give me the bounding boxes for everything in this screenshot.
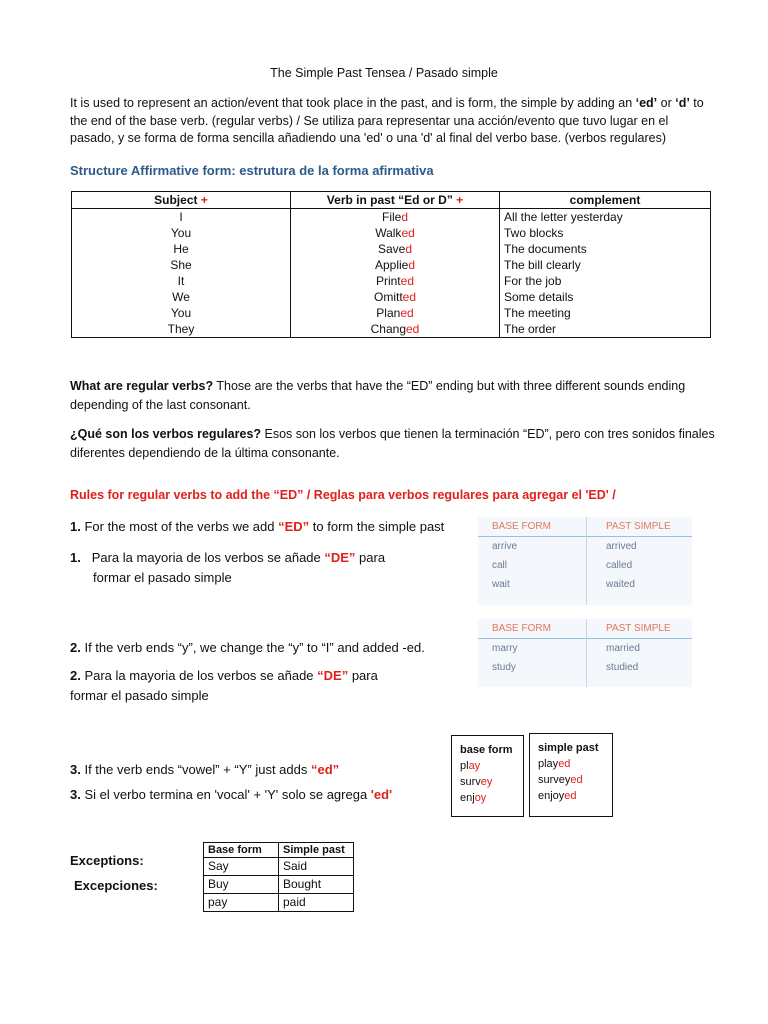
header-complement: complement <box>500 192 711 209</box>
simple-past-heading: simple past <box>538 742 599 754</box>
verb-cell <box>291 225 500 241</box>
rule1-es: 1. Para la mayoria de los verbos se añade “DE” para <box>70 550 386 565</box>
table-row <box>72 241 711 257</box>
complement-cell: Some details <box>500 289 711 305</box>
base-form-cell: study <box>492 662 516 673</box>
regular-verbs-question-en: What are regular verbs? Those are the verbs that have the “ED” ending but with three different sounds ending depending of the last consonant. <box>70 379 686 412</box>
intro-text-2: or <box>657 96 676 110</box>
table-row <box>72 305 711 321</box>
box-item <box>460 758 515 774</box>
box-item <box>460 790 515 806</box>
verb-ending: d <box>401 210 409 224</box>
complement-cell: Two blocks <box>500 225 711 241</box>
complement-cell: The bill clearly <box>500 257 711 273</box>
item-stem: pl <box>460 760 469 772</box>
table-row <box>72 273 711 289</box>
complement-cell: The order <box>500 321 711 338</box>
item-ending: ay <box>468 760 481 772</box>
verb-ending: ed <box>406 322 420 336</box>
verb-row <box>478 639 692 658</box>
verb-table-1 <box>478 517 692 605</box>
exc-base-cell: Buy <box>204 876 279 894</box>
verb-cell <box>291 289 500 305</box>
intro-d: ‘d’ <box>675 96 690 110</box>
divider <box>586 517 587 605</box>
verb-stem: Applie <box>374 258 409 272</box>
header-subject: Subject + <box>72 192 291 209</box>
base-form-cell: call <box>492 560 508 571</box>
simple-past-box <box>529 733 613 817</box>
past-simple-cell: waited <box>606 579 635 590</box>
verb-row <box>478 537 692 556</box>
item-ending: ey <box>480 776 493 788</box>
divider <box>586 619 587 687</box>
base-form-box <box>451 735 524 817</box>
verb-row <box>478 556 692 575</box>
verb-cell <box>291 273 500 289</box>
regular-verbs-question-es: ¿Qué son los verbos regulares? Esos son los verbos que tienen la terminación “ED”, pero con tres sonidos finales diferentes dependiendo de la última consonante. <box>70 427 715 460</box>
vt2-header-base: BASE FORM <box>492 623 551 634</box>
box-item <box>460 774 515 790</box>
verb-cell <box>291 321 500 338</box>
box-item <box>538 788 604 804</box>
verb-cell <box>291 257 500 273</box>
exceptions-label-en: Exceptions: <box>70 853 144 868</box>
verb-stem: Plan <box>376 306 401 320</box>
item-stem: play <box>538 758 559 770</box>
past-simple-cell: called <box>606 560 633 571</box>
verb-stem: Chang <box>370 322 406 336</box>
table-row <box>204 858 354 876</box>
box-item <box>538 756 604 772</box>
table-row <box>204 894 354 912</box>
rule2-es-line2: formar el pasado simple <box>70 688 209 703</box>
item-ending: ed <box>558 758 571 770</box>
item-stem: enjoy <box>538 790 565 802</box>
table-row <box>72 321 711 338</box>
complement-cell: The documents <box>500 241 711 257</box>
intro-ed: ‘ed’ <box>635 96 658 110</box>
exc-past-cell: paid <box>279 894 354 912</box>
verb-ending: d <box>408 258 416 272</box>
exceptions-table <box>203 842 354 912</box>
verb-ending: ed <box>400 274 415 288</box>
verb-stem: Print <box>375 274 401 288</box>
exc-past-cell: Bought <box>279 876 354 894</box>
item-ending: oy <box>474 792 487 804</box>
table-row <box>204 876 354 894</box>
verb-ending: ed <box>400 306 414 320</box>
verb-row <box>478 575 692 594</box>
vt2-header-past: PAST SIMPLE <box>606 623 671 634</box>
page-title: The Simple Past Tensea / Pasado simple <box>270 66 498 80</box>
verb-stem: File <box>381 210 402 224</box>
rule2-es: 2. Para la mayoria de los verbos se añade “DE” para <box>70 668 378 683</box>
exceptions-label-es: Excepciones: <box>74 878 158 893</box>
affirmative-table <box>71 191 711 338</box>
exc-base-cell: pay <box>204 894 279 912</box>
subject-cell: I <box>72 209 291 226</box>
verb-stem: Omitt <box>373 290 403 304</box>
intro-paragraph <box>70 95 710 148</box>
rule3-en: 3. If the verb ends “vowel” + “Y” just adds “ed” <box>70 762 340 777</box>
past-simple-cell: studied <box>606 662 639 673</box>
item-stem: survey <box>538 774 571 786</box>
vt1-header-base: BASE FORM <box>492 521 551 532</box>
subject-cell: You <box>72 225 291 241</box>
base-form-cell: wait <box>492 579 510 590</box>
intro-text-1: It is used to represent an action/event that took place in the past, and is form, the simple by adding an <box>70 96 636 110</box>
base-form-cell: arrive <box>492 541 518 552</box>
intro-text-3: to the end of the base verb. (regular verbs) / Se utiliza para representar una acción/evento que tuvo lugar en el pasado, y se forma de forma sencilla añadiendo una 'ed' o una 'd' al final del verbo base. (verbos regulares) <box>70 96 704 145</box>
verb-stem: Walk <box>375 226 402 240</box>
subject-cell: It <box>72 273 291 289</box>
table-row <box>72 225 711 241</box>
rule1-es-line2: formar el pasado simple <box>93 570 232 585</box>
subject-cell: You <box>72 305 291 321</box>
box-item <box>538 772 604 788</box>
table-row <box>72 209 711 226</box>
complement-cell: For the job <box>500 273 711 289</box>
verb-cell <box>291 241 500 257</box>
subject-cell: We <box>72 289 291 305</box>
exc-base-cell: Say <box>204 858 279 876</box>
past-simple-cell: arrived <box>606 541 637 552</box>
subject-cell: She <box>72 257 291 273</box>
subject-cell: They <box>72 321 291 338</box>
vt1-header-past: PAST SIMPLE <box>606 521 671 532</box>
table-row <box>72 257 711 273</box>
item-stem: surv <box>460 776 481 788</box>
item-stem: enj <box>460 792 475 804</box>
verb-ending: ed <box>401 226 415 240</box>
item-ending: ed <box>564 790 577 802</box>
base-form-cell: marry <box>492 643 518 654</box>
rule1-en: 1. For the most of the verbs we add “ED” to form the simple past <box>70 519 445 534</box>
structure-heading: Structure Affirmative form: estrutura de la forma afirmativa <box>70 163 434 178</box>
complement-cell: The meeting <box>500 305 711 321</box>
base-form-heading: base form <box>460 744 513 756</box>
header-verb: Verb in past “Ed or D” + <box>291 192 500 209</box>
exc-past-cell: Said <box>279 858 354 876</box>
verb-stem: Save <box>377 242 406 256</box>
item-ending: ed <box>570 774 583 786</box>
complement-cell: All the letter yesterday <box>500 209 711 226</box>
verb-table-2 <box>478 619 692 687</box>
subject-cell: He <box>72 241 291 257</box>
verb-cell <box>291 209 500 226</box>
verb-row <box>478 658 692 677</box>
rule3-es: 3. Si el verbo termina en 'vocal' + 'Y' solo se agrega 'ed' <box>70 787 393 802</box>
verb-cell <box>291 305 500 321</box>
exc-header-past: Simple past <box>279 843 354 858</box>
verb-ending: d <box>405 242 413 256</box>
exc-header-base: Base form <box>204 843 279 858</box>
rules-heading: Rules for regular verbs to add the “ED” / Reglas para verbos regulares para agregar el 'ED' / <box>70 488 616 502</box>
rule2-en: 2. If the verb ends “y”, we change the “y” to “I” and added -ed. <box>70 640 425 655</box>
table-row <box>72 289 711 305</box>
past-simple-cell: married <box>606 643 640 654</box>
verb-ending: ed <box>402 290 417 304</box>
